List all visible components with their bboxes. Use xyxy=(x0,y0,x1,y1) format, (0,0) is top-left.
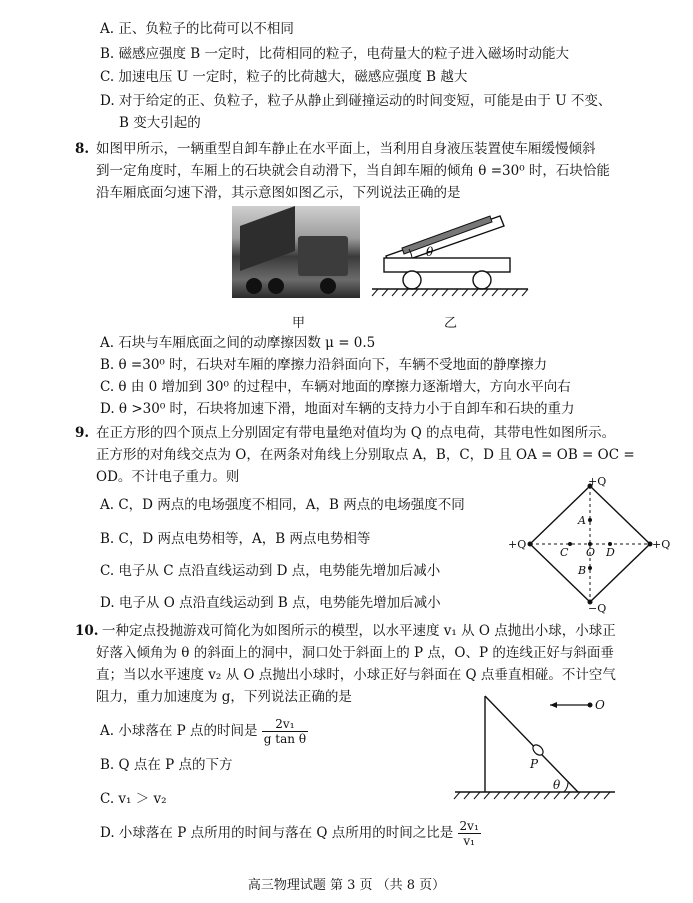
truck-wheel xyxy=(268,278,284,294)
charge-top-label: +Q xyxy=(588,475,607,488)
truck-schematic-diagram xyxy=(372,196,528,300)
q10-stem-3: 直；当以水平速度 v₂ 从 O 点抛出小球时，小球正好与斜面在 Q 点垂直相碰。不计空气 xyxy=(96,667,616,683)
q10-number: 10. xyxy=(75,623,99,639)
q9-stem-1: 在正方形的四个顶点上分别固定有带电量绝对值均为 Q 的点电荷，其带电性如图所示。 xyxy=(96,425,616,441)
q10-option-c: C. v₁ ＞ v₂ xyxy=(100,791,167,807)
q7-option-d-cont: B 变大引起的 xyxy=(119,115,201,131)
q8-option-a: A. 石块与车厢底面之间的动摩擦因数 μ = 0.5 xyxy=(100,335,376,351)
point-a-label: A xyxy=(578,514,586,527)
q10-option-d-text: D. 小球落在 P 点所用的时间与落在 Q 点所用的时间之比是 xyxy=(100,825,454,841)
q7-option-d: D. 对于给定的正、负粒子，粒子从静止到碰撞运动的时间变短，可能是由于 U 不变、 xyxy=(100,93,612,109)
point-p-label: P xyxy=(530,757,539,771)
charge-left-label: +Q xyxy=(508,538,527,551)
q10-stem-4: 阻力，重力加速度为 g，下列说法正确的是 xyxy=(96,689,352,705)
q8-option-c: C. θ 由 0 增加到 30⁰ 的过程中，车辆对地面的摩擦力逐渐增大，方向水平向右 xyxy=(100,379,571,395)
q10-option-d xyxy=(100,818,481,848)
truck-wheel xyxy=(320,278,336,294)
q9-stem-3: OD。不计电子重力。则 xyxy=(96,469,240,485)
page-footer: 高三物理试题 第 3 页 （共 8 页） xyxy=(247,878,446,893)
q7-option-c: C. 加速电压 U 一定时，粒子的比荷越大，磁感应强度 B 越大 xyxy=(100,69,468,85)
q10-option-d-fraction xyxy=(458,819,481,848)
q10-option-a-text: A. 小球落在 P 点的时间是 xyxy=(100,723,258,739)
q9-option-b: B. C，D 两点电势相等，A，B 两点电势相等 xyxy=(100,531,371,547)
q8-number: 8. xyxy=(75,141,90,157)
q8-option-b: B. θ =30⁰ 时，石块对车厢的摩擦力沿斜面向下，车辆不受地面的静摩擦力 xyxy=(100,357,548,373)
q8-option-d: D. θ >30⁰ 时，石块将加速下滑，地面对车辆的支持力小于自卸车和石块的重力 xyxy=(100,401,575,417)
charge-bottom-label: −Q xyxy=(588,602,607,615)
q8-stem-2: 到一定角度时，车厢上的石块就会自动滑下，当自卸车厢的倾角 θ =30⁰ 时，石块恰能 xyxy=(96,163,610,179)
dump-truck-photo xyxy=(232,206,360,298)
truck-wheel xyxy=(246,278,262,294)
q10-option-b: B. Q 点在 P 点的下方 xyxy=(100,757,233,773)
q9-option-d: D. 电子从 O 点沿直线运动到 B 点，电势能先增加后减小 xyxy=(100,595,441,611)
q10-stem-2: 好落入倾角为 θ 的斜面上的洞中，洞口处于斜面上的 P 点，O、P 的连线正好与斜面垂 xyxy=(96,645,614,661)
q9-stem-2: 正方形的对角线交点为 O，在两条对角线上分别取点 A，B，C，D 且 OA = OB = OC = xyxy=(96,447,635,463)
theta-label: θ xyxy=(426,245,434,259)
fraction-denominator: v₁ xyxy=(463,834,475,848)
incline-projectile-diagram xyxy=(450,688,620,804)
q9-option-a: A. C，D 两点的电场强度不相同，A，B 两点的电场强度不同 xyxy=(100,497,465,513)
truck-cab-shape xyxy=(298,236,348,276)
point-o-label: O xyxy=(595,698,605,712)
q8-stem-1: 如图甲所示，一辆重型自卸车静止在水平面上，当利用自身液压装置使车厢缓慢倾斜 xyxy=(96,141,596,157)
q10-stem-1: 一种定点投抛游戏可简化为如图所示的模型，以水平速度 v₁ 从 O 点抛出小球，小球正 xyxy=(102,623,616,639)
point-o-label: O xyxy=(586,546,596,559)
q8-stem-3: 沿车厢底面匀速下滑，其示意图如图乙示，下列说法正确的是 xyxy=(96,185,461,201)
point-b-label: B xyxy=(578,564,587,577)
truck-bed-shape xyxy=(240,206,295,271)
point-d-label: D xyxy=(606,546,615,559)
q9-option-c: C. 电子从 C 点沿直线运动到 D 点，电势能先增加后减小 xyxy=(100,563,441,579)
charge-right-label: +Q xyxy=(652,538,671,551)
point-c-label: C xyxy=(560,546,569,559)
caption-jia: 甲 xyxy=(292,316,306,331)
fraction-numerator: 2v₁ xyxy=(459,819,479,833)
q9-number: 9. xyxy=(75,425,90,441)
charge-square-diagram xyxy=(508,475,671,615)
caption-yi: 乙 xyxy=(444,316,458,331)
q10-option-a xyxy=(100,716,308,746)
q7-option-b: B. 磁感应强度 B 一定时，比荷相同的粒子，电荷量大的粒子进入磁场时动能大 xyxy=(100,46,570,62)
angle-theta-label: θ xyxy=(553,778,561,792)
q10-option-a-fraction xyxy=(262,717,308,746)
q7-option-a: A. 正、负粒子的比荷可以不相同 xyxy=(100,21,294,37)
fraction-numerator: 2v₁ xyxy=(262,717,308,732)
fraction-denominator: g tan θ xyxy=(263,732,307,746)
